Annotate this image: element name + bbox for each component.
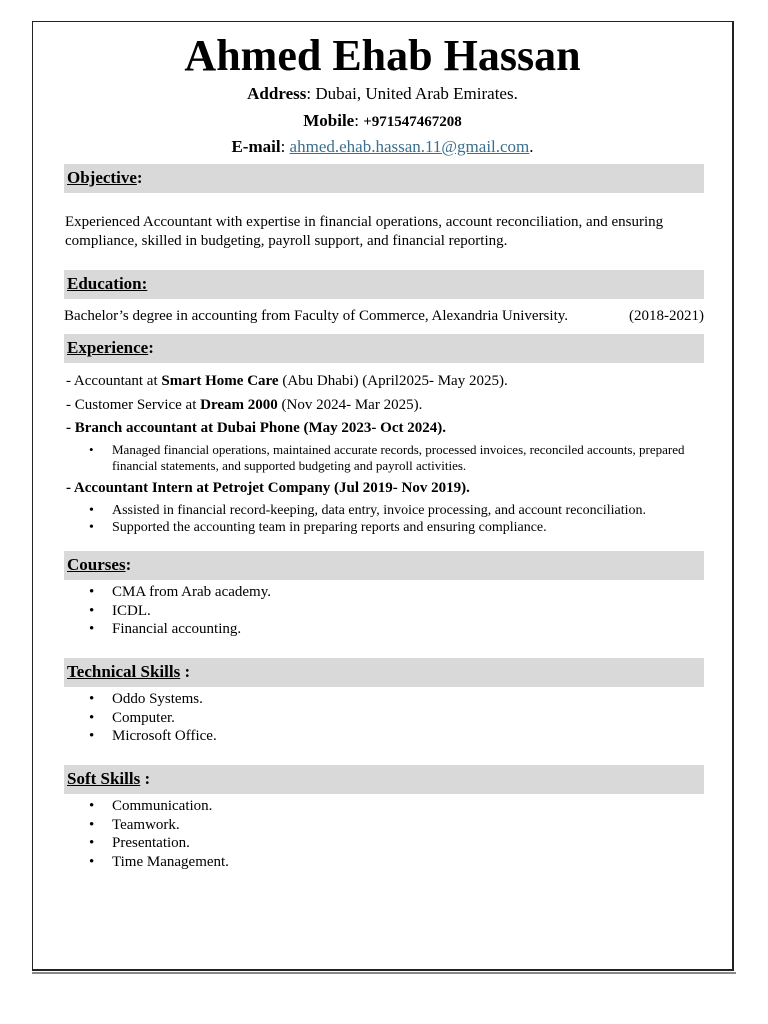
resume-page (32, 21, 734, 971)
job-1-prefix: - Accountant at (66, 373, 162, 389)
courses-title-text: Courses (67, 555, 126, 574)
objective-section-header (64, 164, 704, 193)
courses-section-header (64, 551, 704, 580)
address-line (33, 84, 732, 104)
job-2-prefix: - Customer Service at (66, 397, 201, 413)
list-item: • Time Management. (89, 853, 689, 872)
soft-skills-title-text: Soft Skills (67, 769, 141, 788)
email-link[interactable]: ahmed.ehab.hassan.11@gmail.com (289, 137, 530, 156)
soft-skills-title-colon: : (140, 769, 155, 788)
mobile-label: Mobile (303, 111, 355, 130)
technical-skills-title-colon: : (180, 662, 195, 681)
experience-job-1 (66, 372, 508, 391)
job-4-bullets (89, 503, 699, 536)
address-value: : Dubai, United Arab Emirates. (306, 84, 518, 103)
list-item: • ICDL. (89, 602, 689, 621)
list-item: • Computer. (89, 709, 689, 728)
experience-section-header (64, 334, 704, 363)
soft-skills-section-header (64, 765, 704, 794)
mobile-line (33, 111, 732, 132)
list-item: • CMA from Arab academy. (89, 583, 689, 602)
list-item: • Managed financial operations, maintained accurate records, processed invoices, reconciled accounts, prepared financial statements, and supported budgeting and payroll activities. (89, 442, 689, 473)
job-3-bullets (89, 442, 689, 473)
objective-title (67, 168, 143, 188)
soft-skills-title (67, 769, 154, 789)
education-degree: Bachelor’s degree in accounting from Faculty of Commerce, Alexandria University. (64, 308, 569, 324)
experience-job-4: - Accountant Intern at Petrojet Company (Jul 2019- Nov 2019). (66, 480, 470, 496)
technical-skills-list (89, 690, 689, 746)
job-2-suffix: (Nov 2024- Mar 2025). (277, 397, 423, 413)
education-title-text: Education: (67, 274, 148, 293)
courses-list (89, 583, 689, 639)
mobile-separator: : (354, 111, 364, 130)
list-item: • Supported the accounting team in preparing reports and ensuring compliance. (89, 520, 699, 537)
technical-skills-title-text: Technical Skills (67, 662, 181, 681)
experience-title-text: Experience (67, 338, 149, 357)
list-item: • Financial accounting. (89, 620, 689, 639)
list-item: • Presentation. (89, 834, 689, 853)
education-years: (2018-2021) (629, 308, 704, 324)
email-end: . (529, 137, 534, 156)
soft-skills-list (89, 797, 689, 871)
technical-skills-title (67, 662, 194, 682)
objective-title-colon: : (136, 168, 143, 187)
email-line (33, 137, 732, 157)
email-separator: : (280, 137, 290, 156)
list-item: • Communication. (89, 797, 689, 816)
page-bottom-border (32, 972, 736, 974)
technical-skills-section-header (64, 658, 704, 687)
list-item: • Microsoft Office. (89, 727, 689, 746)
experience-title (67, 338, 154, 358)
courses-title (67, 555, 131, 575)
objective-title-text: Objective (67, 168, 137, 187)
list-item: • Teamwork. (89, 816, 689, 835)
job-1-company: Smart Home Care (161, 373, 279, 389)
mobile-number: +971547467208 (363, 114, 462, 130)
courses-title-colon: : (125, 555, 132, 574)
experience-job-3: - Branch accountant at Dubai Phone (May 2023- Oct 2024). (66, 420, 446, 436)
job-2-company: Dream 2000 (200, 397, 278, 413)
candidate-name: Ahmed Ehab Hassan (184, 31, 581, 80)
list-item: • Assisted in financial record-keeping, data entry, invoice processing, and account reconciliation. (89, 503, 699, 520)
experience-job-2 (66, 396, 422, 415)
education-title (67, 274, 147, 294)
experience-title-colon: : (148, 338, 154, 357)
address-label: Address (247, 84, 307, 103)
list-item: • Oddo Systems. (89, 690, 689, 709)
email-label: E-mail (231, 137, 281, 156)
education-section-header (64, 270, 704, 299)
objective-text: Experienced Accountant with expertise in financial operations, account reconciliation, and ensuring compliance, skilled in budgeting, payroll support, and financial reporting. (65, 214, 664, 249)
education-row (64, 307, 704, 326)
job-1-suffix: (Abu Dhabi) (April2025- May 2025). (278, 373, 508, 389)
